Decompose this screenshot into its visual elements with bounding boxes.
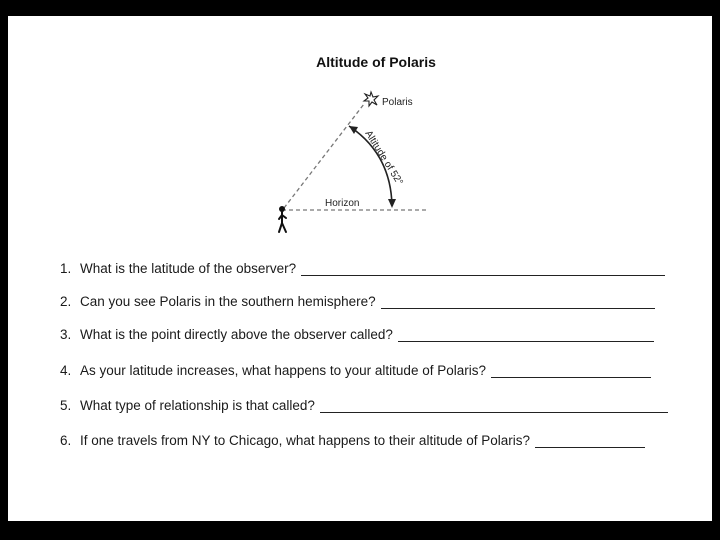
answer-blank-6[interactable] [535, 433, 645, 448]
question-number: 4. [60, 363, 72, 378]
question-number: 2. [60, 294, 72, 309]
horizon-label: Horizon [325, 198, 360, 209]
question-6 [60, 428, 645, 448]
question-text: What is the point directly above the observer called? [80, 327, 393, 342]
answer-blank-4[interactable] [491, 363, 651, 378]
altitude-label: Altitude of 52° [362, 128, 405, 188]
question-text: What type of relationship is that called? [80, 398, 315, 413]
arc-arrowhead-top [349, 126, 358, 134]
question-1 [60, 256, 665, 276]
question-4 [60, 358, 651, 378]
answer-blank-1[interactable] [301, 261, 665, 276]
question-5 [60, 393, 668, 413]
arc-arrowhead-bottom [388, 199, 396, 208]
question-number: 6. [60, 433, 72, 448]
polaris-label: Polaris [382, 97, 413, 108]
page-title: Altitude of Polaris [316, 54, 436, 70]
answer-blank-2[interactable] [381, 294, 655, 309]
answer-blank-5[interactable] [320, 398, 668, 413]
question-number: 1. [60, 261, 72, 276]
worksheet-page [8, 16, 712, 521]
question-number: 5. [60, 398, 72, 413]
polaris-diagram [8, 16, 712, 246]
sight-line [284, 104, 364, 208]
question-2 [60, 289, 655, 309]
question-text: What is the latitude of the observer? [80, 261, 297, 276]
question-text: As your latitude increases, what happens to your altitude of Polaris? [80, 363, 486, 378]
polaris-star-icon [364, 92, 378, 106]
question-text: Can you see Polaris in the southern hemisphere? [80, 294, 376, 309]
question-3 [60, 322, 654, 342]
question-text: If one travels from NY to Chicago, what happens to their altitude of Polaris? [80, 433, 530, 448]
answer-blank-3[interactable] [398, 327, 654, 342]
question-number: 3. [60, 327, 72, 342]
